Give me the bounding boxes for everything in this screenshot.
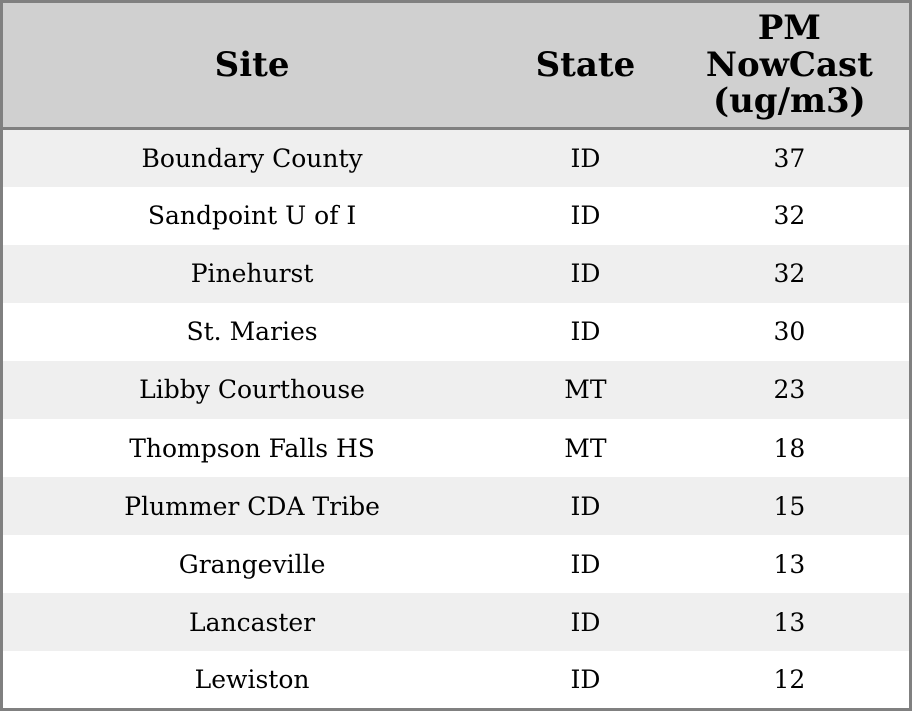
- pm-value-cell: 37: [773, 143, 806, 173]
- state-cell: ID: [570, 201, 601, 231]
- column-header-state-label: State: [535, 44, 636, 85]
- state-cell: ID: [570, 143, 601, 173]
- state-cell: ID: [570, 491, 601, 521]
- site-cell: St. Maries: [186, 317, 318, 347]
- table-row: [2, 419, 911, 477]
- pm-value-cell: 13: [773, 549, 806, 579]
- table-row: [2, 651, 911, 709]
- table-row: [2, 245, 911, 303]
- state-cell: ID: [570, 607, 601, 637]
- site-cell: Grangeville: [178, 549, 326, 579]
- table-row: [2, 593, 911, 651]
- table-row: [2, 129, 911, 187]
- pm-value-cell: 30: [773, 317, 806, 347]
- site-cell: Libby Courthouse: [139, 375, 365, 405]
- table-row: [2, 303, 911, 361]
- state-cell: ID: [570, 317, 601, 347]
- pm-value-cell: 23: [773, 375, 806, 405]
- table-row: [2, 477, 911, 535]
- pm-value-cell: 15: [773, 491, 806, 521]
- site-cell: Lancaster: [189, 607, 316, 637]
- header-row: [2, 2, 911, 129]
- pm-value-cell: 13: [773, 607, 806, 637]
- pm-value-cell: 18: [773, 433, 806, 463]
- site-cell: Sandpoint U of I: [147, 201, 357, 231]
- column-header-pm-nowcast-label: PM NowCast (ug/m3): [705, 8, 873, 122]
- site-cell: Plummer CDA Tribe: [124, 491, 380, 521]
- state-cell: MT: [564, 375, 607, 405]
- table-row: [2, 535, 911, 593]
- state-cell: ID: [570, 665, 601, 695]
- pm-value-cell: 32: [773, 201, 806, 231]
- table-body: [2, 129, 911, 710]
- column-header-site-label: Site: [214, 44, 290, 85]
- state-cell: ID: [570, 549, 601, 579]
- site-cell: Boundary County: [141, 143, 363, 173]
- column-header-site: [2, 2, 502, 129]
- column-header-pm-nowcast: [670, 2, 911, 129]
- table-row: [2, 187, 911, 245]
- pm-value-cell: 12: [773, 665, 806, 695]
- site-cell: Thompson Falls HS: [129, 433, 375, 463]
- table-row: [2, 361, 911, 419]
- site-cell: Lewiston: [194, 665, 310, 695]
- pm-value-cell: 32: [773, 259, 806, 289]
- column-header-state: [501, 2, 670, 129]
- site-cell: Pinehurst: [190, 259, 314, 289]
- state-cell: ID: [570, 259, 601, 289]
- state-cell: MT: [564, 433, 607, 463]
